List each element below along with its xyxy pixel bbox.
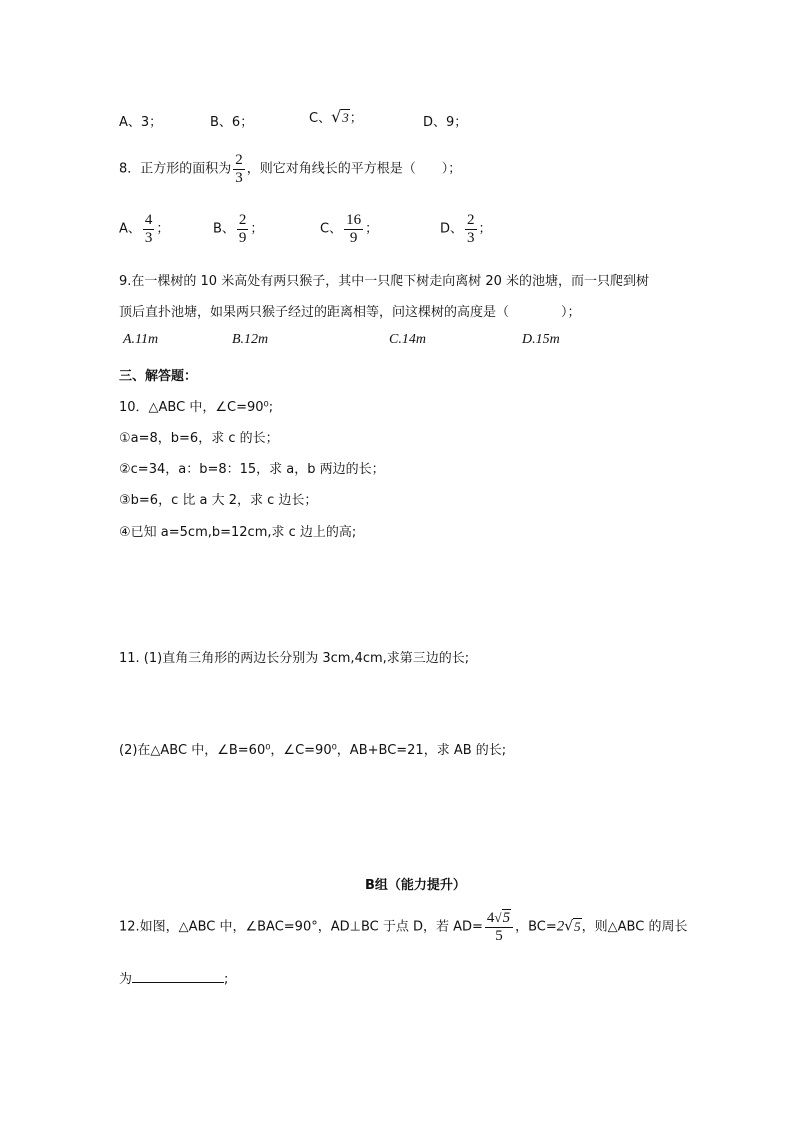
q8-option-a-den: 3	[144, 229, 153, 246]
q9-line-1: 9.在一棵树的 10 米高处有两只猴子，其中一只爬下树走向离树 20 米的池塘，而一只爬到树	[119, 274, 650, 289]
sqrt-icon: √	[331, 107, 342, 126]
sqrt-icon: √	[494, 910, 502, 925]
q8-option-a-fraction	[143, 212, 155, 246]
section-title-answer-questions: 三、解答题：	[119, 369, 198, 384]
q7-option-a: A、3；	[119, 115, 163, 130]
q7-option-d: D、9；	[423, 115, 468, 130]
q12-ad-coef: 4	[486, 910, 495, 926]
q8-option-d-num: 2	[467, 212, 475, 228]
q8-option-d-den: 3	[467, 229, 475, 246]
group-b-title: B组（能力提升）	[365, 878, 466, 893]
q12-ad-radicand: 5	[502, 910, 511, 926]
q7-option-c	[309, 107, 363, 126]
q9-option-a: A.11m	[123, 332, 159, 347]
q12-suffix: ，则△ABC 的周长	[581, 919, 688, 935]
q7-option-c-tail: ；	[349, 111, 363, 126]
q8-option-d-fraction	[465, 212, 477, 246]
q8-option-c	[320, 212, 378, 246]
q8-option-a-label: A、	[119, 221, 141, 237]
q10-part-2: ②c=34，a：b=8：15，求 a，b 两边的长；	[119, 462, 385, 477]
q12-line-2	[119, 968, 228, 987]
q8-option-b-num: 2	[238, 212, 247, 228]
q9-option-d: D.15m	[522, 332, 560, 347]
q8-option-c-fraction	[344, 212, 363, 246]
q11-part-2: (2)在△ABC 中，∠B=60⁰，∠C=90⁰，AB+BC=21，求 AB 的长;	[119, 743, 507, 758]
q8-option-b-label: B、	[213, 221, 235, 237]
sqrt-icon: √	[564, 918, 574, 935]
q8-option-a-num: 4	[144, 212, 153, 228]
q8-option-b-den: 9	[238, 229, 247, 246]
q8-suffix: ，则它对角线长的平方根是（ ）；	[246, 161, 462, 177]
q8-option-c-num: 16	[346, 212, 362, 228]
q8-frac-num: 2	[235, 152, 243, 168]
q9-option-c: C.14m	[389, 332, 426, 347]
q10-part-4: ④已知 a=5cm,b=12cm,求 c 边上的高;	[119, 525, 357, 540]
q8-option-c-tail: ；	[365, 221, 379, 237]
q12-line2-suffix: ;	[224, 972, 229, 987]
q12-mid: ，BC=	[515, 919, 557, 935]
q7-option-b: B、6；	[210, 115, 254, 130]
q8-option-d-tail: ；	[478, 221, 492, 237]
q11-part-1: 11. (1)直角三角形的两边长分别为 3cm,4cm,求第三边的长;	[119, 651, 470, 666]
q8-fraction	[233, 152, 245, 186]
q8-option-a	[119, 212, 169, 246]
q8-option-d-label: D、	[440, 221, 464, 237]
q8-option-a-tail: ；	[156, 221, 170, 237]
q10-part-1: ①a=8，b=6，求 c 的长；	[119, 431, 279, 446]
q8-option-d	[440, 212, 492, 246]
q10-part-3: ③b=6，c 比 a 大 2，求 c 边长；	[119, 493, 318, 508]
q12-ad-num	[485, 910, 513, 928]
q10-stem: 10．△ABC 中，∠C=90⁰;	[119, 400, 274, 415]
q9-line-2: 顶后直扑池塘，如果两只猴子经过的距离相等，问这棵树的高度是（ ）；	[119, 305, 581, 320]
q12-line-1	[119, 910, 687, 944]
q12-line2-prefix: 为	[119, 972, 133, 987]
q12-ad-fraction	[485, 910, 513, 944]
q9-option-b: B.12m	[232, 332, 269, 347]
q12-bc-radicand: 5	[574, 918, 581, 934]
q8-option-b-fraction	[237, 212, 249, 246]
q12-prefix: 12.如图，△ABC 中，∠BAC=90°，AD⊥BC 于点 D，若 AD=	[119, 919, 483, 935]
q8-option-b	[213, 212, 263, 246]
q8-option-c-den: 9	[349, 229, 358, 246]
q8-stem	[119, 152, 461, 186]
q12-ad-den: 5	[495, 927, 503, 944]
q7-option-c-radicand: 3	[342, 110, 349, 125]
q8-option-b-tail: ；	[250, 221, 264, 237]
q8-frac-den: 3	[235, 169, 243, 186]
q12-bc-coef: 2	[556, 918, 565, 935]
q8-option-c-label: C、	[320, 221, 343, 237]
q8-prefix: 8．正方形的面积为	[119, 161, 232, 177]
answer-blank[interactable]	[132, 970, 224, 983]
q7-option-c-label: C、	[309, 111, 332, 126]
